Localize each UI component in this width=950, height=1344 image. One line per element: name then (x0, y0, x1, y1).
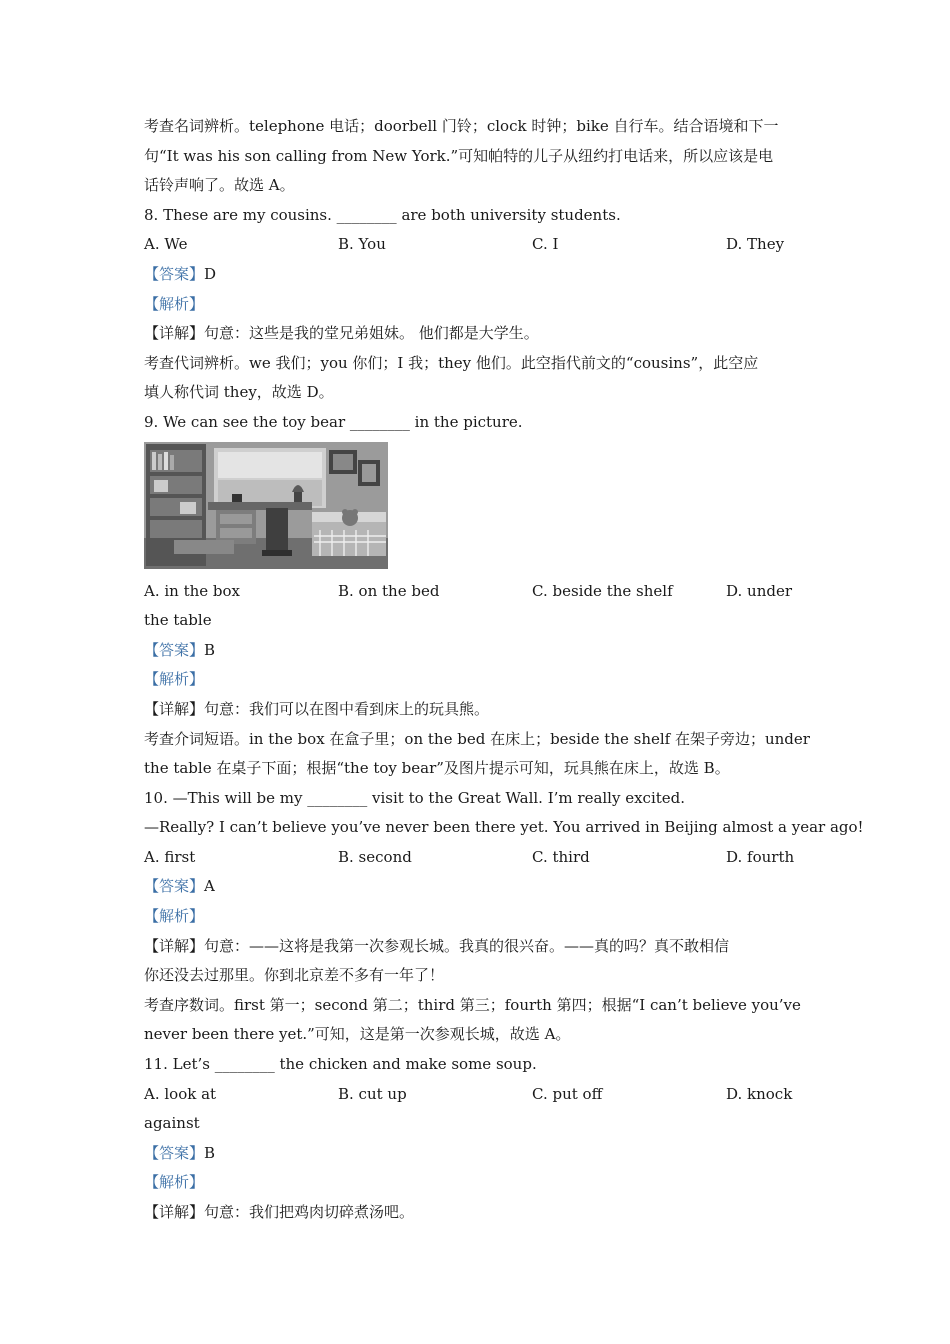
option-a: A. first (144, 847, 196, 866)
text-line: 【详解】句意：这些是我的堂兄弟姐妹。 他们都是大学生。 (144, 324, 539, 343)
option-a: A. look at (144, 1084, 217, 1103)
tag-line (144, 902, 806, 932)
option-c: C. I (532, 235, 559, 254)
option-b: B. cut up (338, 1084, 407, 1103)
tag-line (144, 1168, 806, 1198)
tag-label: 【答案】 (144, 264, 205, 283)
tag-label: 【解析】 (144, 294, 205, 313)
text-line: —Really? I can’t believe you’ve never been there yet. You arrived in Beijing almost a year ago! (144, 818, 864, 837)
tag-label: 【答案】 (144, 1143, 205, 1162)
option-a: A. in the box (144, 581, 241, 600)
option-d: D. under (726, 581, 792, 600)
text-line: 10. —This will be my ________ visit to the Great Wall. I’m really excited. (144, 788, 686, 807)
text-line: 句“It was his son calling from New York.”可知帕特的儿子从纽约打电话来，所以应该是电 (144, 146, 774, 165)
text-line: 你还没去过那里。你到北京差不多有一年了！ (144, 966, 445, 985)
text-line: the table (144, 611, 212, 630)
tag-line (144, 665, 806, 695)
text-line: 考查代词辨析。we 我们；you 你们；I 我；they 他们。此空指代前文的“cousins”，此空应 (144, 353, 759, 372)
tag-line (144, 1139, 806, 1169)
tag-line (144, 872, 806, 902)
answer-options (144, 577, 806, 607)
text-line: against (144, 1114, 200, 1133)
text-line: never been there yet.”可知，这是第一次参观长城，故选 A。 (144, 1025, 571, 1044)
answer-options (144, 1080, 806, 1110)
text-line: 8. These are my cousins. ________ are both university students. (144, 205, 621, 224)
text-line: 考查序数词。first 第一；second 第二；third 第三；fourth 第四；根据“I can’t believe you’ve (144, 995, 801, 1014)
text-line: the table 在桌子下面；根据“the toy bear”及图片提示可知，玩具熊在床上，故选 B。 (144, 759, 730, 778)
text-line: 【详解】句意：——这将是我第一次参观长城。我真的很兴奋。——真的吗？真不敢相信 (144, 936, 730, 955)
option-c: C. beside the shelf (532, 581, 673, 600)
tag-line (144, 260, 806, 290)
bedroom-picture (144, 442, 388, 569)
text-line: 【详解】句意：我们可以在图中看到床上的玩具熊。 (144, 699, 490, 718)
tag-line (144, 290, 806, 320)
tag-value: B (204, 640, 216, 659)
tag-label: 【解析】 (144, 670, 205, 689)
text-line: 考查介词短语。in the box 在盒子里；on the bed 在床上；beside the shelf 在架子旁边；under (144, 729, 810, 748)
option-d: D. fourth (726, 847, 795, 866)
text-line: 11. Let’s ________ the chicken and make some soup. (144, 1055, 537, 1074)
tag-label: 【解析】 (144, 1173, 205, 1192)
text-line: 话铃声响了。故选 A。 (144, 176, 295, 195)
option-b: B. on the bed (338, 581, 440, 600)
option-a: A. We (144, 235, 188, 254)
tag-label: 【解析】 (144, 907, 205, 926)
text-line: 9. We can see the toy bear ________ in the picture. (144, 412, 523, 431)
option-d: D. They (726, 235, 785, 254)
tag-label: 【答案】 (144, 877, 205, 896)
text-line: 【详解】句意：我们把鸡肉切碎煮汤吧。 (144, 1203, 415, 1221)
option-c: C. third (532, 847, 590, 866)
document-page (144, 112, 864, 1228)
option-c: C. put off (532, 1084, 603, 1103)
option-b: B. You (338, 235, 386, 254)
answer-options (144, 843, 806, 873)
text-line: 填人称代词 they，故选 D。 (144, 383, 334, 402)
tag-label: 【答案】 (144, 640, 205, 659)
tag-value: A (204, 877, 215, 896)
tag-value: B (204, 1143, 216, 1162)
answer-options (144, 230, 806, 260)
option-b: B. second (338, 847, 412, 866)
tag-value: D (204, 264, 217, 283)
text-line: 考查名词辨析。telephone 电话；doorbell 门铃；clock 时钟；bike 自行车。结合语境和下一 (144, 117, 779, 135)
option-d: D. knock (726, 1084, 793, 1103)
tag-line (144, 636, 806, 666)
